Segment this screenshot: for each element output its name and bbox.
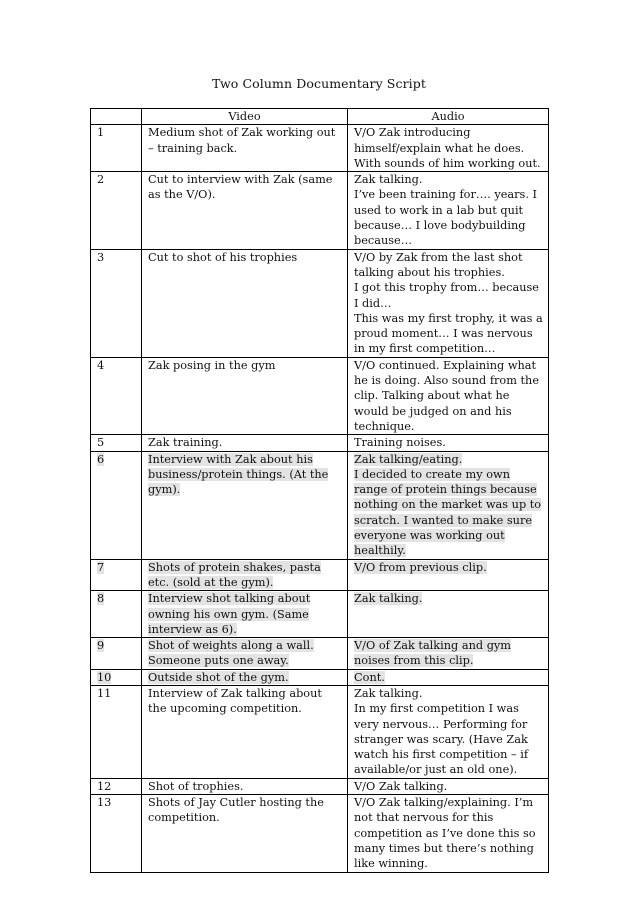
row-number-text: 3 [97, 250, 105, 264]
audio-cell [348, 591, 549, 638]
audio-line [354, 670, 543, 685]
row-number-text: 1 [97, 126, 105, 140]
table-row [91, 451, 549, 559]
video-text: Shots of Jay Cutler hosting the competition. [148, 796, 324, 825]
audio-line [354, 435, 543, 450]
video-text: Zak posing in the gym [148, 358, 276, 372]
table-row [91, 125, 549, 172]
video-text: Cut to interview with Zak (same as the V/O). [148, 173, 333, 202]
video-text: Shots of protein shakes, pasta etc. (sold at the gym). [148, 560, 321, 589]
table-row [91, 591, 549, 638]
audio-cell [348, 685, 549, 778]
table-header-row [91, 109, 549, 125]
audio-line [354, 591, 543, 606]
audio-text: This was my first trophy, it was a proud moment… I was nervous in my first competition… [354, 311, 543, 356]
audio-text: Zak talking. [354, 173, 423, 187]
audio-line [354, 187, 543, 248]
row-number-text: 5 [97, 436, 105, 450]
script-rows [91, 125, 549, 872]
audio-line [354, 467, 543, 559]
row-number-text: 4 [97, 358, 105, 372]
audio-line [354, 638, 543, 669]
audio-cell [348, 451, 549, 559]
row-number-text: 10 [97, 670, 112, 684]
audio-text: Zak talking. [354, 686, 423, 700]
video-text: Cut to shot of his trophies [148, 250, 298, 264]
row-number [91, 435, 142, 451]
row-number-text: 12 [97, 779, 112, 793]
video-text: Interview with Zak about his business/protein things. (At the gym). [148, 452, 329, 497]
table-row [91, 685, 549, 778]
table-row [91, 249, 549, 357]
table-row [91, 638, 549, 670]
audio-text: V/O from previous clip. [354, 560, 487, 574]
row-number-text: 11 [97, 686, 112, 700]
audio-text: I decided to create my own range of protein things because nothing on the market was up to scratch. I wanted to make sure everyone was working out healthily. [354, 467, 542, 558]
audio-cell [348, 435, 549, 451]
row-number [91, 795, 142, 872]
header-number [91, 109, 142, 125]
row-number [91, 172, 142, 249]
video-cell [142, 591, 348, 638]
audio-line [354, 452, 543, 467]
audio-line [354, 311, 543, 357]
audio-cell [348, 638, 549, 670]
row-number-text: 6 [97, 452, 105, 466]
table-row [91, 669, 549, 685]
video-cell [142, 249, 348, 357]
audio-cell [348, 559, 549, 591]
row-number [91, 451, 142, 559]
video-text: Zak training. [148, 436, 223, 450]
video-cell [142, 435, 348, 451]
audio-line [354, 280, 543, 311]
row-number-text: 2 [97, 173, 105, 187]
video-cell [142, 559, 348, 591]
audio-text: V/O of Zak talking and gym noises from this clip. [354, 639, 512, 668]
row-number [91, 669, 142, 685]
row-number-text: 9 [97, 639, 105, 653]
audio-line [354, 125, 543, 171]
video-text: Outside shot of the gym. [148, 670, 289, 684]
audio-line [354, 358, 543, 434]
row-number [91, 591, 142, 638]
audio-text: I got this trophy from… because I did… [354, 281, 539, 310]
row-number-text: 13 [97, 796, 112, 810]
audio-text: Zak talking. [354, 592, 423, 606]
audio-text: V/O by Zak from the last shot talking about his trophies. [354, 250, 523, 279]
video-text: Interview of Zak talking about the upcoming competition. [148, 686, 322, 716]
audio-cell [348, 172, 549, 249]
table-row [91, 559, 549, 591]
audio-text: I’ve been training for…. years. I used to work in a lab but quit because… I love bodybuilding because… [354, 188, 537, 248]
audio-cell [348, 778, 549, 794]
document-title: Two Column Documentary Script [212, 76, 426, 91]
video-cell [142, 125, 348, 172]
video-cell [142, 778, 348, 794]
row-number [91, 778, 142, 794]
row-number-text: 8 [97, 592, 105, 606]
audio-cell [348, 357, 549, 434]
row-number [91, 685, 142, 778]
audio-line [354, 779, 543, 794]
audio-cell [348, 795, 549, 872]
video-text: Interview shot talking about owning his own gym. (Same interview as 6). [148, 592, 311, 636]
audio-text: Training noises. [354, 436, 446, 450]
video-cell [142, 669, 348, 685]
video-cell [142, 172, 348, 249]
row-number [91, 638, 142, 670]
header-video: Video [142, 109, 348, 125]
audio-cell [348, 669, 549, 685]
row-number [91, 357, 142, 434]
video-cell [142, 795, 348, 872]
video-cell [142, 685, 348, 778]
video-text: Shot of trophies. [148, 779, 244, 793]
audio-line [354, 686, 543, 701]
row-number-text: 7 [97, 560, 105, 574]
table-row [91, 795, 549, 872]
audio-text: V/O continued. Explaining what he is doing. Also sound from the clip. Talking about what he would be judged on and his technique. [354, 358, 540, 433]
table-row [91, 172, 549, 249]
audio-text: Zak talking/eating. [354, 452, 463, 466]
audio-cell [348, 125, 549, 172]
row-number [91, 559, 142, 591]
audio-line [354, 172, 543, 187]
video-cell [142, 357, 348, 434]
header-audio: Audio [348, 109, 549, 125]
audio-line [354, 560, 543, 575]
table-row [91, 778, 549, 794]
video-text: Shot of weights along a wall. Someone puts one away. [148, 639, 314, 668]
audio-text: V/O Zak talking/explaining. I’m not that nervous for this competition as I’ve done this so many times but there’s nothing like winning. [354, 796, 536, 871]
audio-text: V/O Zak talking. [354, 779, 448, 793]
audio-line [354, 701, 543, 777]
audio-text: Cont. [354, 670, 385, 684]
video-cell [142, 638, 348, 670]
audio-text: In my first competition I was very nervous… Performing for stranger was scary. (Have Zak watch his first competition – if available/or just an old one). [354, 702, 529, 777]
table-row [91, 357, 549, 434]
row-number [91, 125, 142, 172]
audio-text: V/O Zak introducing himself/explain what he does. With sounds of him working out. [354, 126, 541, 170]
row-number [91, 249, 142, 357]
audio-line [354, 795, 543, 871]
video-text: Medium shot of Zak working out – training back. [148, 126, 336, 155]
audio-cell [348, 249, 549, 357]
table-row [91, 435, 549, 451]
audio-line [354, 250, 543, 281]
script-table [90, 108, 549, 873]
video-cell [142, 451, 348, 559]
